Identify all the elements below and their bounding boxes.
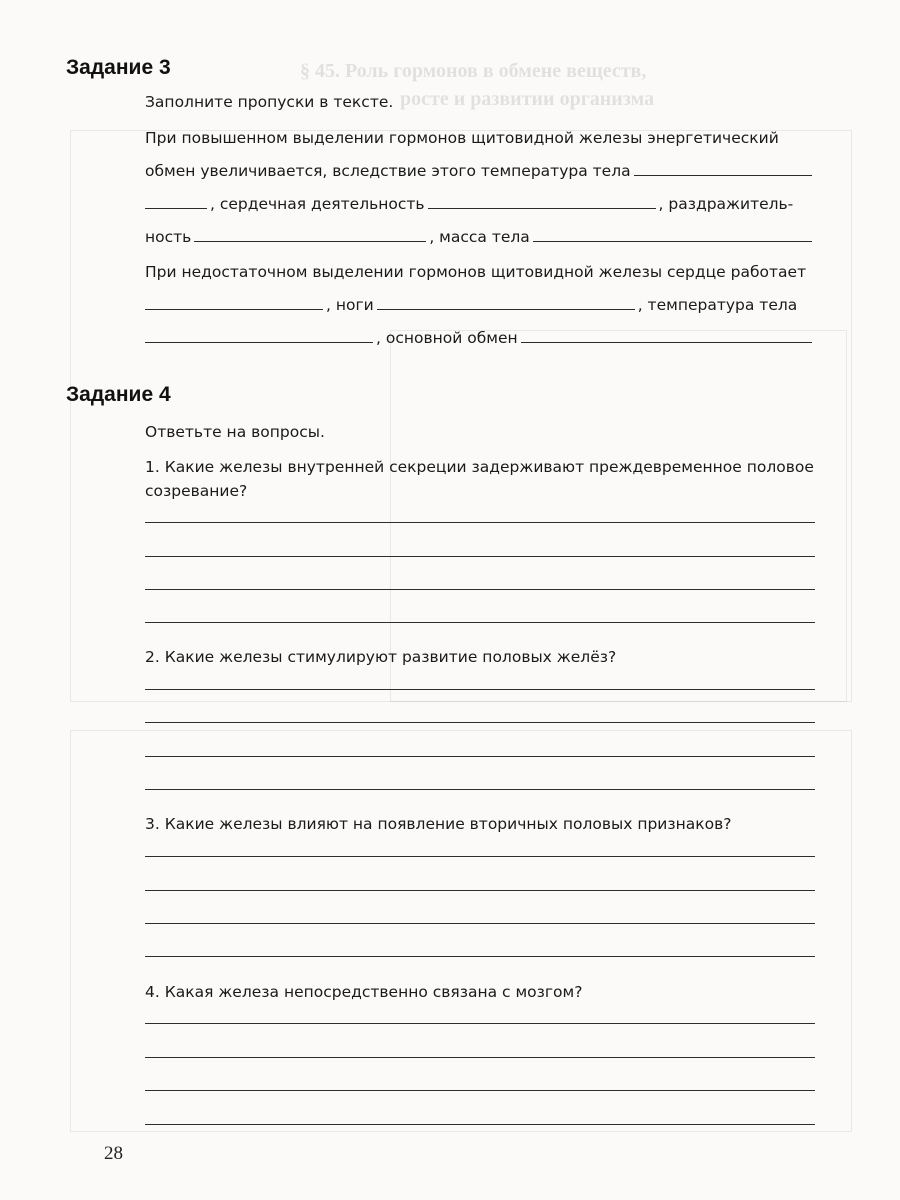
task-3-title: Задание 3 [66,56,171,79]
fill-text-line-2 [145,151,815,184]
task-3-instruction: Заполните пропуски в тексте. [145,93,394,111]
answer-line[interactable] [145,789,815,790]
blank-basal-metabolism[interactable] [521,341,812,343]
bleed-through-texture: росте и развитии организма [400,88,655,110]
page-number: 28 [104,1143,123,1164]
answer-line[interactable] [145,756,815,757]
answer-line[interactable] [145,1124,815,1125]
answer-line[interactable] [145,923,815,924]
text-segment: , масса тела [429,228,530,246]
question-3: 3. Какие железы влияют на появление вторичных половых признаков? [145,815,732,833]
question-2: 2. Какие железы стимулируют развитие половых желёз? [145,648,617,666]
fill-text-line-7 [145,318,815,351]
blank-legs[interactable] [377,308,635,310]
question-1: 1. Какие железы внутренней секреции задерживают преждевременное половое созревание? [145,458,814,500]
fill-text-line-6 [145,285,815,318]
answer-line[interactable] [145,689,815,690]
task-4-instruction: Ответьте на вопросы. [145,423,325,441]
fill-text-line-4 [145,217,815,250]
blank-body-temperature[interactable] [634,174,812,176]
bleed-through-texture: § 45. Роль гормонов в обмене веществ, [300,60,647,82]
answer-line[interactable] [145,589,815,590]
fill-text-line-5 [145,252,815,285]
task-4-title: Задание 4 [66,383,171,406]
text-segment: , раздражитель- [658,195,794,213]
answer-line[interactable] [145,890,815,891]
blank-body-temperature-cont[interactable] [145,207,207,209]
blank-body-temperature-2[interactable] [145,341,373,343]
text-segment: обмен увеличивается, вследствие этого температура тела [145,162,631,180]
answer-line[interactable] [145,1023,815,1024]
answer-line[interactable] [145,622,815,623]
text-segment: При повышенном выделении гормонов щитовидной железы энергетический [145,129,779,147]
blank-heart-activity[interactable] [428,207,656,209]
bleed-through-frame [70,730,852,1132]
answer-line[interactable] [145,856,815,857]
answer-line[interactable] [145,556,815,557]
blank-body-mass[interactable] [533,240,812,242]
answer-line[interactable] [145,1057,815,1058]
blank-heart-work[interactable] [145,308,323,310]
text-segment: , ноги [326,296,374,314]
question-4: 4. Какая железа непосредственно связана с мозгом? [145,983,583,1001]
answer-line[interactable] [145,1090,815,1091]
blank-irritability[interactable] [194,240,426,242]
text-segment: , основной обмен [376,329,518,347]
text-segment: ность [145,228,192,246]
text-segment: , температура тела [637,296,798,314]
fill-text-line-3 [145,184,815,217]
fill-text-line-1 [145,118,815,151]
text-segment: , сердечная деятельность [210,195,425,213]
text-segment: При недостаточном выделении гормонов щитовидной железы сердце работает [145,263,807,281]
answer-line[interactable] [145,722,815,723]
answer-line[interactable] [145,956,815,957]
answer-line[interactable] [145,522,815,523]
